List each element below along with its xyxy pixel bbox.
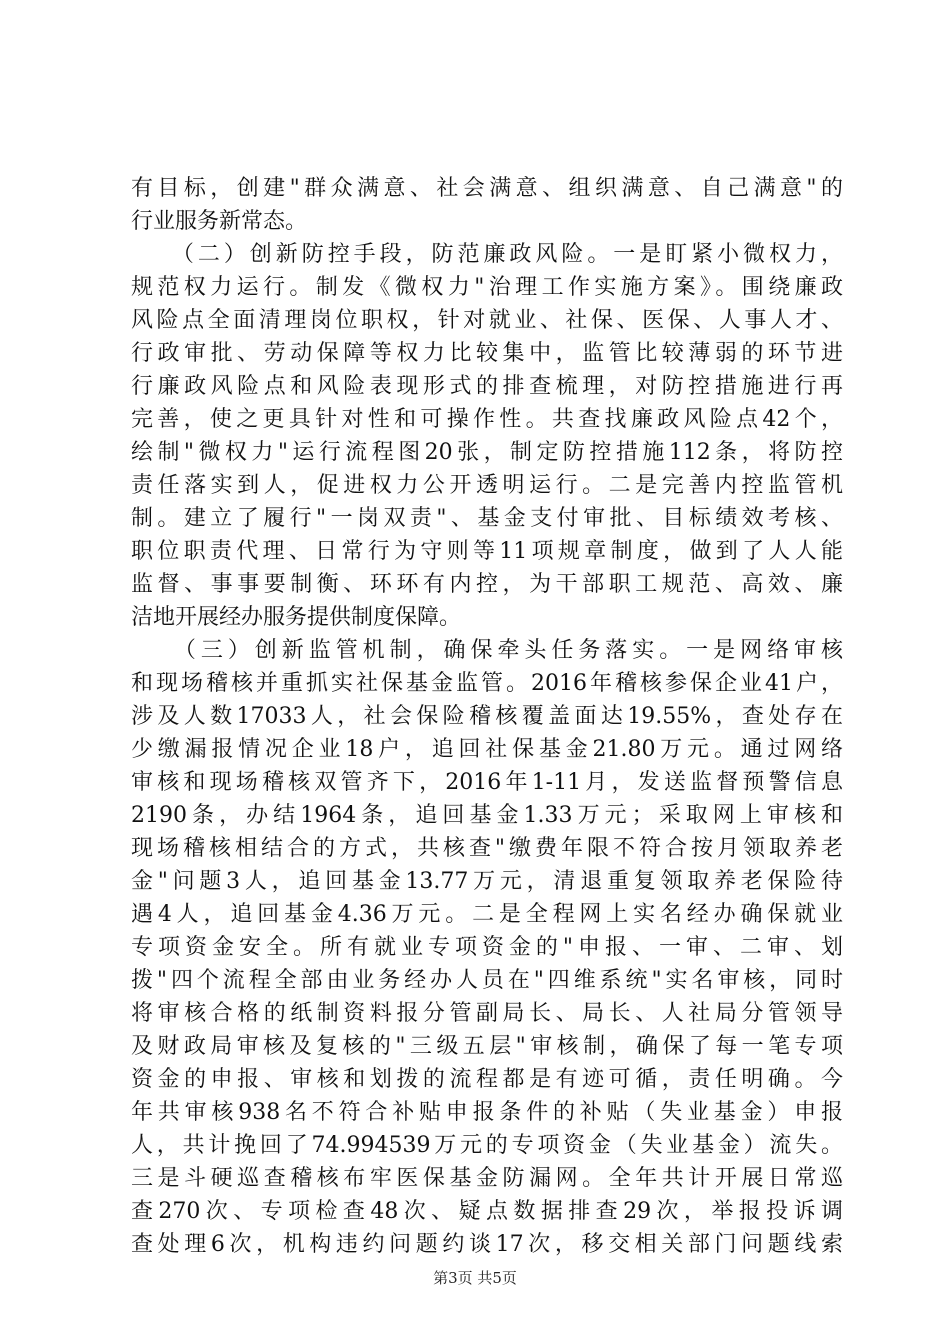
text-line: 责任落实到人，促进权力公开透明运行。二是完善内控监管机: [131, 473, 843, 498]
text-line: 查270次、专项检查48次、疑点数据排查29次，举报投诉调: [131, 1199, 843, 1224]
text-line: 现场稽核相结合的方式，共核查"缴费年限不符合按月领取养老: [131, 836, 843, 861]
text-line: 行政审批、劳动保障等权力比较集中，监管比较薄弱的环节进: [131, 341, 843, 366]
text-line: 遇4人，追回基金4.36万元。二是全程网上实名经办确保就业: [131, 902, 843, 927]
text-line: 少缴漏报情况企业18户，追回社保基金21.80万元。通过网络: [131, 737, 843, 762]
text-line: 行业服务新常态。: [131, 209, 308, 234]
text-line: 职位职责代理、日常行为守则等11项规章制度，做到了人人能: [131, 539, 843, 564]
text-line: 年共审核938名不符合补贴申报条件的补贴（失业基金）申报: [131, 1100, 843, 1125]
text-line: 和现场稽核并重抓实社保基金监管。2016年稽核参保企业41户，: [131, 671, 843, 696]
text-line: 绘制"微权力"运行流程图20张，制定防控措施112条，将防控: [131, 440, 843, 465]
page-footer: [0, 1268, 950, 1288]
text-line: 规范权力运行。制发《微权力"治理工作实施方案》。围绕廉政: [131, 275, 843, 300]
text-line: 行廉政风险点和风险表现形式的排查梳理，对防控措施进行再: [131, 374, 843, 399]
text-line: 专项资金安全。所有就业专项资金的"申报、一审、二审、划: [131, 935, 843, 960]
text-line: 及财政局审核及复核的"三级五层"审核制，确保了每一笔专项: [131, 1034, 843, 1059]
text-line: 风险点全面清理岗位职权，针对就业、社保、医保、人事人才、: [131, 308, 843, 333]
text-line: 人，共计挽回了74.994539万元的专项资金（失业基金）流失。: [131, 1133, 843, 1158]
text-line: 2190条，办结1964条，追回基金1.33万元；采取网上审核和: [131, 803, 843, 828]
text-line: 涉及人数17033人，社会保险稽核覆盖面达19.55%，查处存在: [131, 704, 843, 729]
text-line: 有目标，创建"群众满意、社会满意、组织满意、自己满意"的: [131, 176, 843, 201]
text-line: 审核和现场稽核双管齐下，2016年1-11月，发送监督预警信息: [131, 770, 843, 795]
text-line: 资金的申报、审核和划拨的流程都是有迹可循，责任明确。今: [131, 1067, 843, 1092]
text-line: 三是斗硬巡查稽核布牢医保基金防漏网。全年共计开展日常巡: [131, 1166, 843, 1191]
text-line: 金"问题3人，追回基金13.77万元，清退重复领取养老保险待: [131, 869, 843, 894]
text-line: 查处理6次，机构违约问题约谈17次，移交相关部门问题线索: [131, 1232, 843, 1257]
text-line: 监督、事事要制衡、环环有内控，为干部职工规范、高效、廉: [131, 572, 843, 597]
text-line: （二）创新防控手段，防范廉政风险。一是盯紧小微权力，: [131, 242, 843, 267]
text-line: （三）创新监管机制，确保牵头任务落实。一是网络审核: [131, 638, 843, 663]
text-line: 拨"四个流程全部由业务经办人员在"四维系统"实名审核，同时: [131, 968, 843, 993]
page-number-label: 第3页 共5页: [433, 1269, 517, 1287]
text-line: 制。建立了履行"一岗双责"、基金支付审批、目标绩效考核、: [131, 506, 843, 531]
text-line: 完善，使之更具针对性和可操作性。共查找廉政风险点42个，: [131, 407, 843, 432]
text-line: 洁地开展经办服务提供制度保障。: [131, 605, 462, 630]
body-text: [131, 172, 843, 1261]
text-line: 将审核合格的纸制资料报分管副局长、局长、人社局分管领导: [131, 1001, 843, 1026]
